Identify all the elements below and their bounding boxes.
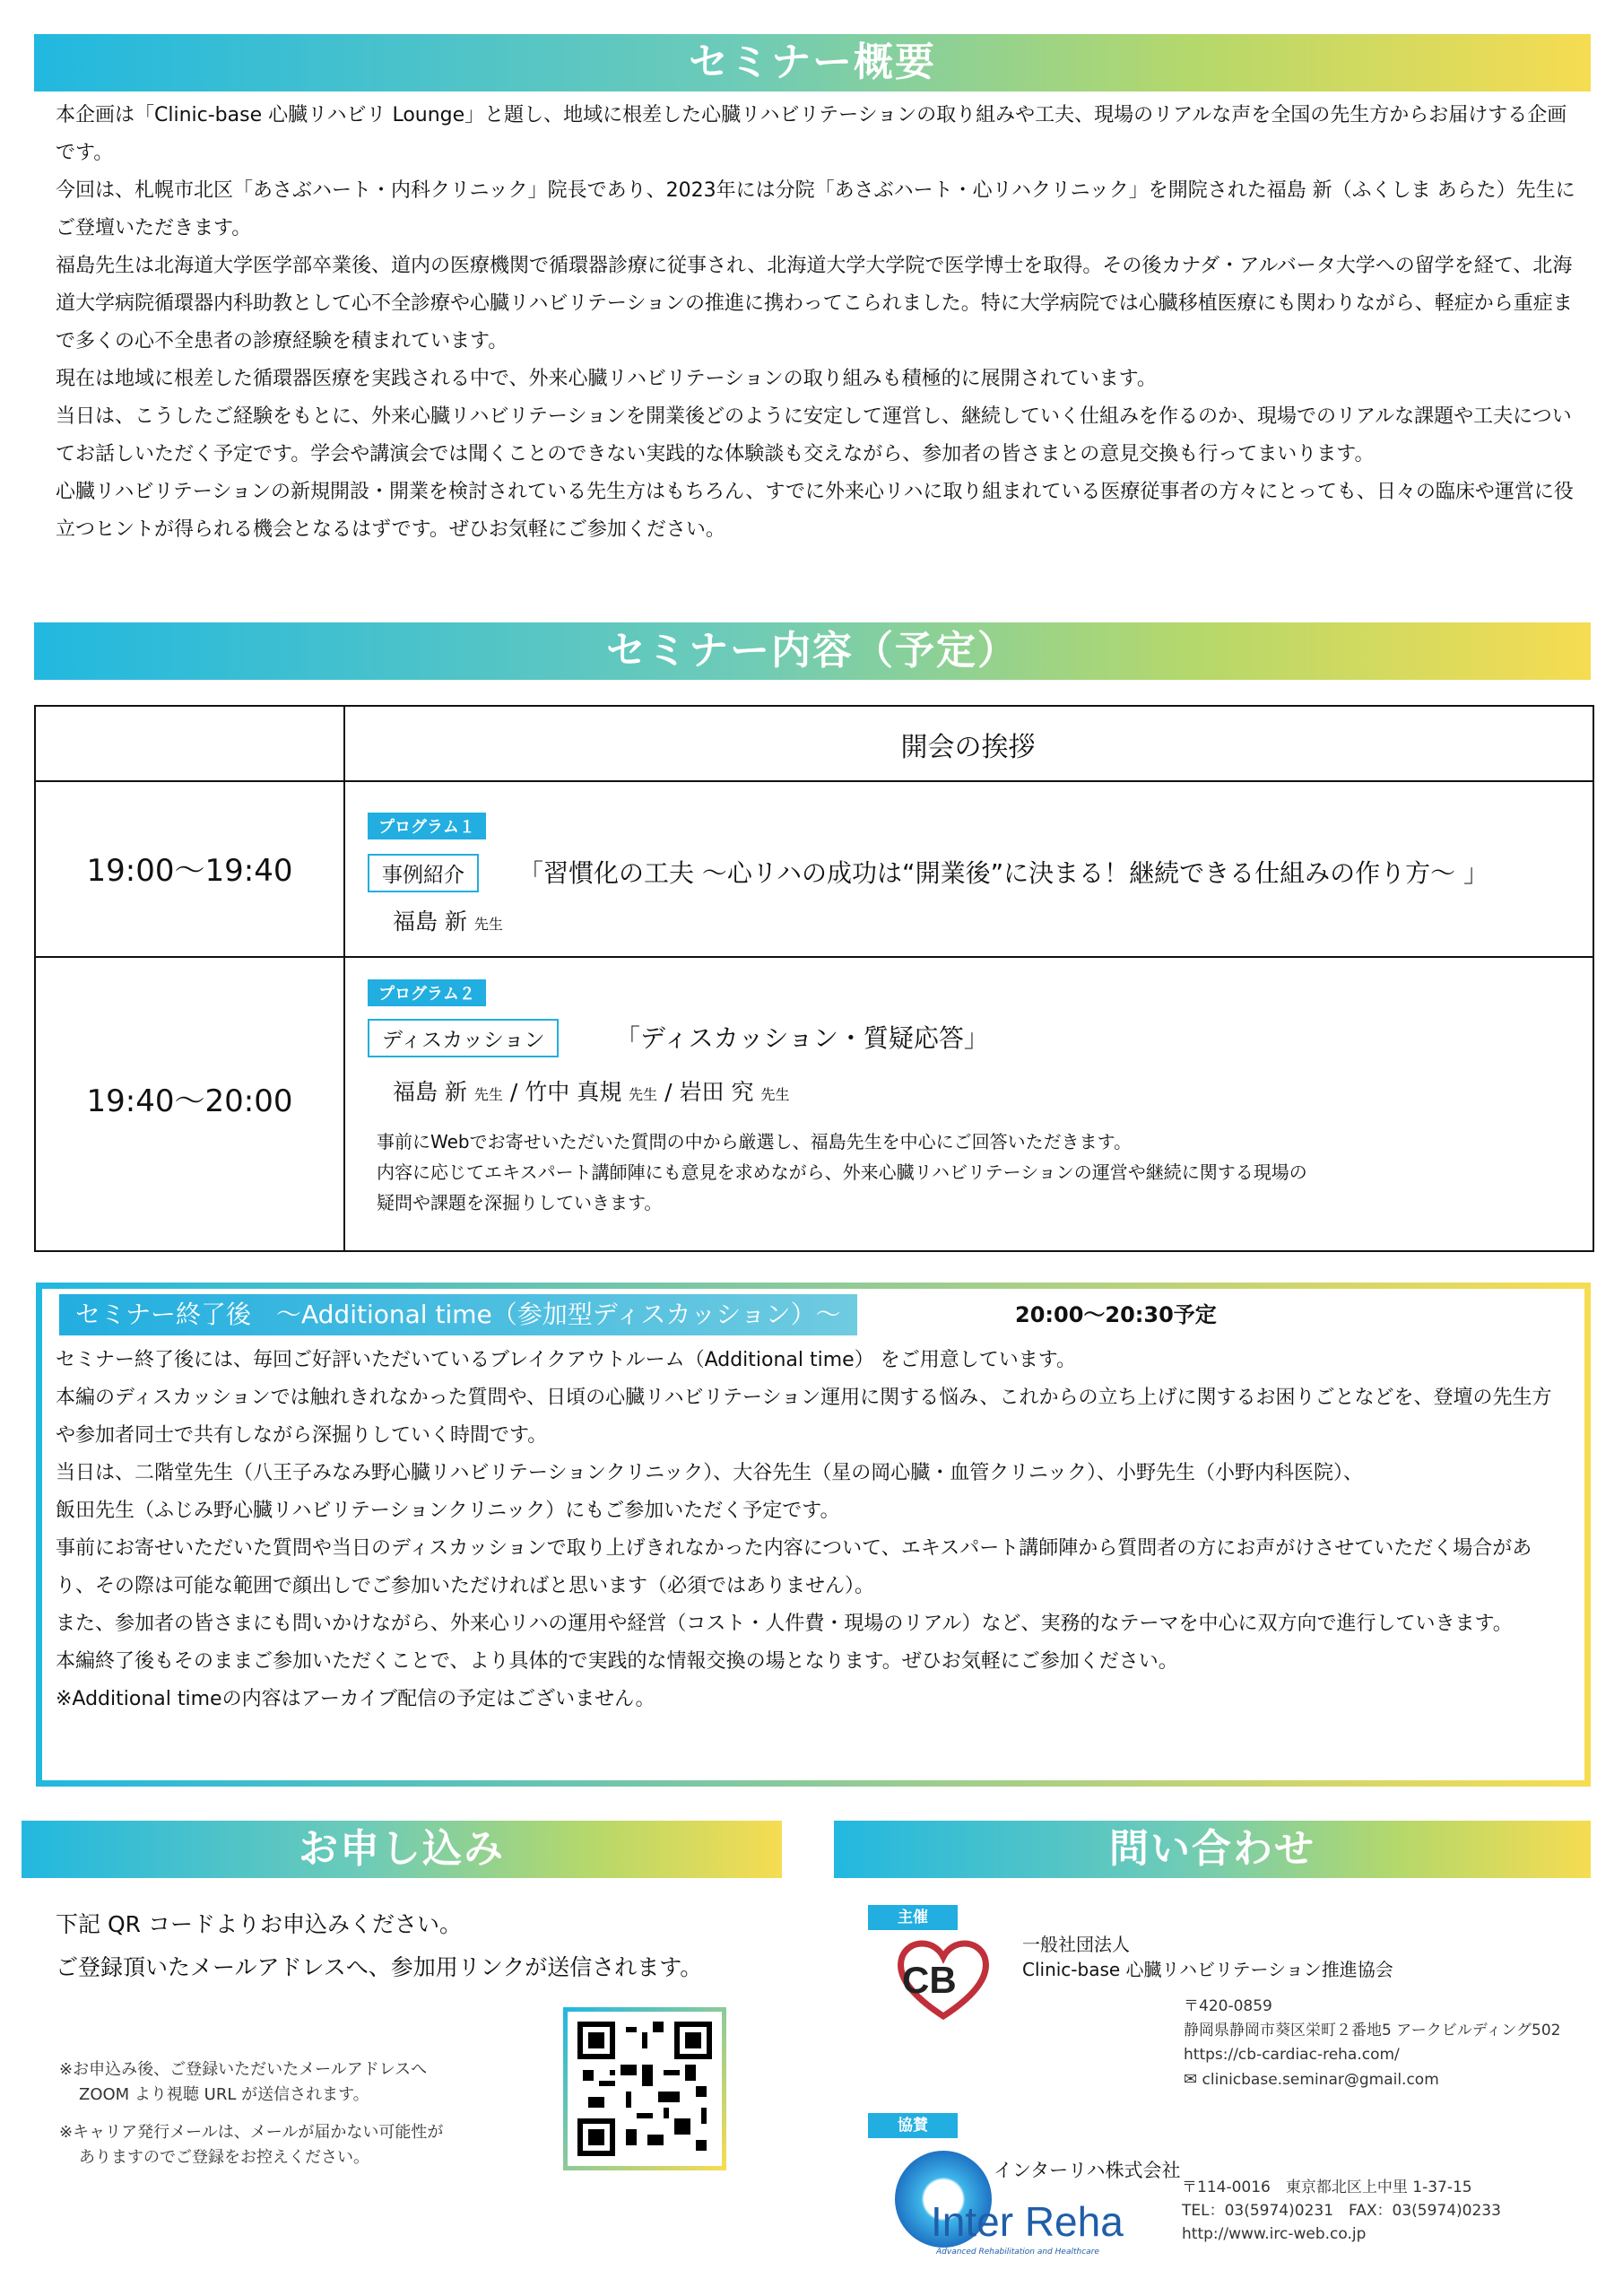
- additional-time-text: [56, 1342, 1571, 1718]
- speaker-name: 福島 新: [393, 909, 467, 935]
- description-line: 疑問や課題を深掘りしていきます。: [377, 1192, 663, 1213]
- additional-paragraph: また、参加者の皆さまにも問いかけながら、外来心リハの運用や経営（コスト・人件費・現場のリアル）など、実務的なテーマを中心に双方向で進行していきます。: [56, 1613, 1513, 1635]
- program1-tag: 事例紹介: [368, 854, 479, 892]
- overview-paragraph: 当日は、こうしたご経験をもとに、外来心臓リハビリテーションを開業後どのように安定して運営し、継続していく仕組みを作るのか、現場でのリアルな課題や工夫についてお話しいただく予定です。学会や講演会では聞くことのできない実践的な体験談も交えながら、参加者の皆さまとの意見交換も行ってまいります。: [56, 405, 1572, 465]
- additional-paragraph: 本編終了後もそのままご参加いただくことで、より具体的で実践的な情報交換の場となります。ぜひお気軽にご参加ください。: [56, 1650, 1178, 1673]
- host-url[interactable]: https://cb-cardiac-reha.com/: [1184, 2046, 1400, 2064]
- mail-icon: ✉: [1184, 2070, 1198, 2089]
- cb-logo-text: CB: [902, 1959, 957, 2001]
- speaker-suffix: 先生: [473, 1086, 503, 1103]
- apply-line: ご登録頂いたメールアドレスへ、参加用リンクが送信されます。: [56, 1954, 703, 1980]
- program1-speaker: [393, 904, 503, 936]
- sponsor-address: 〒114-0016 東京都北区上中里 1-37-15: [1182, 2179, 1472, 2196]
- program1-title: 「習慣化の工夫 〜心リハの成功は“開業後”に決まる！継続できる仕組みの作り方〜 」: [518, 858, 1488, 888]
- overview-paragraph: 現在は地域に根差した循環器医療を実践される中で、外来心臓リハビリテーションの取り組みも積極的に展開されています。: [56, 368, 1157, 390]
- host-name: [1022, 1932, 1393, 1982]
- speaker-suffix: 先生: [629, 1086, 658, 1103]
- speaker-separator: /: [664, 1079, 673, 1105]
- host-email[interactable]: clinicbase.seminar@gmail.com: [1202, 2071, 1439, 2089]
- additional-paragraph: 飯田先生（ふじみ野心臓リハビリテーションクリニック）にもご参加いただく予定です。: [56, 1500, 840, 1522]
- apply-line: 下記 QR コードよりお申込みください。: [56, 1911, 462, 1937]
- program2-speakers: [393, 1074, 789, 1107]
- speaker-name: 竹中 真規: [525, 1079, 622, 1105]
- additional-time-schedule: 20:00〜20:30予定: [1015, 1302, 1217, 1327]
- additional-time-heading: セミナー終了後 〜Additional time（参加型ディスカッション）〜: [59, 1294, 857, 1335]
- host-address: [1184, 1995, 1560, 2092]
- sponsor-logo-tagline: Advanced Rehabilitation and Healthcare: [936, 2248, 1099, 2257]
- table-divider: [36, 780, 1593, 782]
- qr-code[interactable]: [563, 2007, 726, 2170]
- additional-paragraph: 本編のディスカッションでは触れきれなかった質問や、日頃の心臓リハビリテーション運用に関する悩み、これからの立ち上げに関するお困りごとなどを、登壇の先生方や参加者同士で共有しながら深掘りしていく時間です。: [56, 1387, 1552, 1447]
- table-divider: [343, 707, 345, 1250]
- apply-note: ※お申込み後、ご登録いただいたメールアドレスへ: [59, 2060, 428, 2079]
- apply-note: ありますのでご登録をお控えください。: [79, 2148, 369, 2167]
- sponsor-logo-text: Inter Reha: [931, 2198, 1124, 2245]
- cb-logo: [890, 1934, 997, 2023]
- opening-remarks: 開会の挨拶: [900, 732, 1036, 763]
- additional-paragraph: 事前にお寄せいただいた質問や当日のディスカッションで取り上げきれなかった内容について、エキスパート講師陣から質問者の方にお声がけさせていただく場合があり、その際は可能な範囲で顔出しでご参加いただければと思います（必須ではありません）。: [56, 1537, 1532, 1597]
- program2-description: [377, 1126, 1307, 1218]
- description-line: 事前にWebでお寄せいただいた質問の中から厳選し、福島先生を中心にご回答いただきます。: [377, 1131, 1133, 1152]
- host-postal: 〒420-0859: [1184, 1997, 1272, 2015]
- description-line: 内容に応じてエキスパート講師陣にも意見を求めながら、外来心臓リハビリテーションの運営や継続に関する現場の: [377, 1161, 1307, 1183]
- apply-note: ※キャリア発行メールは、メールが届かない可能性が: [59, 2123, 444, 2142]
- contents-heading: セミナー内容（予定）: [34, 622, 1591, 680]
- overview-paragraph: 福島先生は北海道大学医学部卒業後、道内の医療機関で循環器診療に従事され、北海道大学大学院で医学博士を取得。その後カナダ・アルバータ大学への留学を経て、北海道大学病院循環器内科助教として心不全診療や心臓リハビリテーションの推進に携わってこられました。特に大学病院では心臓移植医療にも関わりながら、軽症から重症まで多くの心不全患者の診療経験を積まれています。: [56, 255, 1573, 352]
- speaker-suffix: 先生: [473, 916, 503, 933]
- additional-paragraph: ※Additional timeの内容はアーカイブ配信の予定はございません。: [56, 1688, 655, 1710]
- host-street: 静岡県静岡市葵区栄町２番地5 アークビルディング502: [1184, 2022, 1561, 2039]
- contact-heading: 問い合わせ: [834, 1821, 1591, 1878]
- host-name-line: Clinic-base 心臓リハビリテーション推進協会: [1022, 1959, 1393, 1980]
- overview-heading: セミナー概要: [34, 34, 1591, 91]
- apply-instructions: [56, 1903, 702, 1989]
- sponsor-details: [1182, 2176, 1501, 2246]
- program1-time: 19:00〜19:40: [86, 853, 293, 889]
- host-label: 主催: [868, 1905, 958, 1930]
- program2-tag: ディスカッション: [368, 1019, 559, 1057]
- speaker-separator: /: [509, 1079, 518, 1105]
- speaker-suffix: 先生: [760, 1086, 790, 1103]
- sponsor-url[interactable]: http://www.irc-web.co.jp: [1182, 2225, 1367, 2243]
- overview-text: [56, 97, 1580, 549]
- schedule-table: [34, 705, 1594, 1252]
- apply-notes: [59, 2057, 443, 2170]
- qr-code-icon: [577, 2022, 712, 2156]
- overview-paragraph: 本企画は「Clinic-base 心臓リハビリ Lounge」と題し、地域に根差した心臓リハビリテーションの取り組みや工夫、現場のリアルな声を全国の先生方からお届けする企画です。: [56, 104, 1567, 164]
- apply-heading: お申し込み: [22, 1821, 782, 1878]
- sponsor-phone: TEL：03(5974)0231 FAX：03(5974)0233: [1182, 2202, 1501, 2220]
- host-name-line: 一般社団法人: [1022, 1934, 1130, 1955]
- overview-paragraph: 今回は、札幌市北区「あさぶハート・内科クリニック」院長であり、2023年には分院「あさぶハート・心リハクリニック」を開院された福島 新（ふくしま あらた）先生にご登壇いただきます。: [56, 179, 1575, 239]
- sponsor-label: 協賛: [868, 2113, 958, 2138]
- additional-paragraph: セミナー終了後には、毎回ご好評いただいているブレイクアウトルーム（Additional time） をご用意しています。: [56, 1349, 1076, 1371]
- apply-note: ZOOM より視聴 URL が送信されます。: [79, 2085, 369, 2104]
- sponsor-name: インターリハ株式会社: [994, 2160, 1181, 2181]
- program2-time: 19:40〜20:00: [86, 1083, 293, 1119]
- speaker-name: 福島 新: [393, 1079, 467, 1105]
- program2-badge: プログラム２: [368, 979, 486, 1006]
- overview-paragraph: 心臓リハビリテーションの新規開設・開業を検討されている先生方はもちろん、すでに外来心リハに取り組まれている医療従事者の方々にとっても、日々の臨床や運営に役立つヒントが得られる機会となるはずです。ぜひお気軽にご参加ください。: [56, 481, 1574, 541]
- host-email-row[interactable]: [1184, 2067, 1560, 2092]
- program2-title: 「ディスカッション・質疑応答」: [615, 1023, 989, 1053]
- speaker-name: 岩田 究: [679, 1079, 754, 1105]
- additional-paragraph: 当日は、二階堂先生（八王子みなみ野心臓リハビリテーションクリニック）、大谷先生（星の岡心臓・血管クリニック）、小野先生（小野内科医院）、: [56, 1462, 1363, 1484]
- table-divider: [36, 956, 1593, 958]
- program1-badge: プログラム１: [368, 813, 486, 839]
